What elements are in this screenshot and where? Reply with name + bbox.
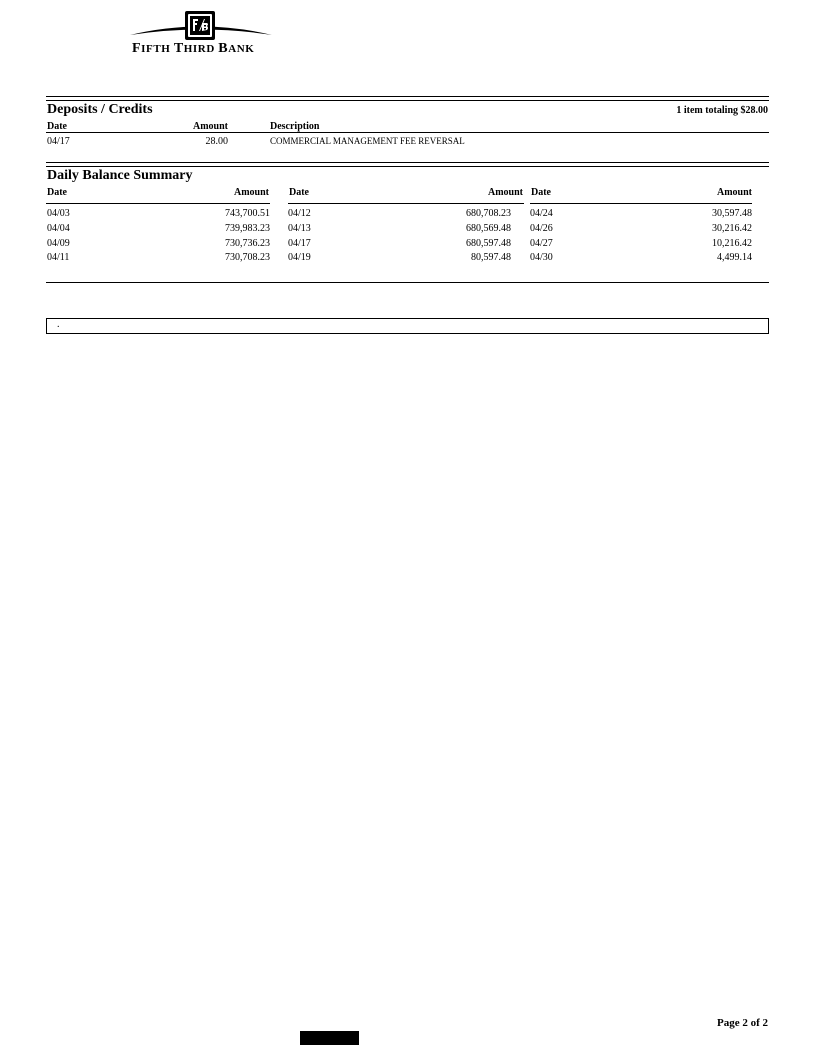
balance-date: 04/12 [288,208,311,219]
balance-date: 04/24 [530,208,553,219]
balance-date: 04/30 [530,252,553,263]
section-divider [46,166,769,167]
section-divider [46,282,769,283]
header-underline [46,132,769,133]
bank-name: FIFTH THIRD BANK [132,41,255,56]
section-divider [46,96,769,97]
balance-amount: 730,736.23 [225,238,270,249]
balance-amount: 730,708.23 [225,252,270,263]
balance-date: 04/03 [47,208,70,219]
deposit-date: 04/17 [47,136,70,147]
barcode-mark [300,1031,359,1045]
deposit-description: COMMERCIAL MANAGEMENT FEE REVERSAL [270,136,465,146]
deposits-header-amount: Amount [192,121,228,132]
balance-date: 04/11 [47,252,70,263]
balance-date: 04/04 [47,223,70,234]
bank-logo-mark [128,10,274,42]
balance-amount: 739,983.23 [225,223,270,234]
balance-date: 04/13 [288,223,311,234]
balance-header-date: Date [531,187,551,198]
balance-header-amount: Amount [233,187,269,198]
deposits-header-date: Date [47,121,67,132]
balance-amount: 30,597.48 [712,208,752,219]
deposits-title: Deposits / Credits [47,102,153,117]
deposit-amount: 28.00 [205,136,228,147]
balance-date: 04/17 [288,238,311,249]
page-number: Page 2 of 2 [716,1017,768,1029]
balance-amount: 680,708.23 [466,208,511,219]
header-underline [46,203,270,204]
balance-date: 04/26 [530,223,553,234]
balance-amount: 680,597.48 [466,238,511,249]
bank-logo [128,10,274,56]
balance-amount: 10,216.42 [712,238,752,249]
balance-date: 04/27 [530,238,553,249]
balance-amount: 30,216.42 [712,223,752,234]
balance-header-date: Date [289,187,309,198]
deposits-header-description: Description [270,121,320,132]
balance-header-amount: Amount [487,187,523,198]
note-text: . [57,319,60,330]
balance-amount: 80,597.48 [471,252,511,263]
balance-amount: 4,499.14 [717,252,752,263]
daily-balance-title: Daily Balance Summary [47,168,193,183]
section-divider [46,162,769,163]
balance-header-amount: Amount [716,187,752,198]
section-divider [46,100,769,101]
balance-date: 04/19 [288,252,311,263]
balance-date: 04/09 [47,238,70,249]
balance-header-date: Date [47,187,67,198]
balance-amount: 743,700.51 [225,208,270,219]
deposits-summary: 1 item totaling $28.00 [676,105,768,116]
header-underline [288,203,524,204]
header-underline [530,203,752,204]
note-box [46,318,769,334]
balance-amount: 680,569.48 [466,223,511,234]
